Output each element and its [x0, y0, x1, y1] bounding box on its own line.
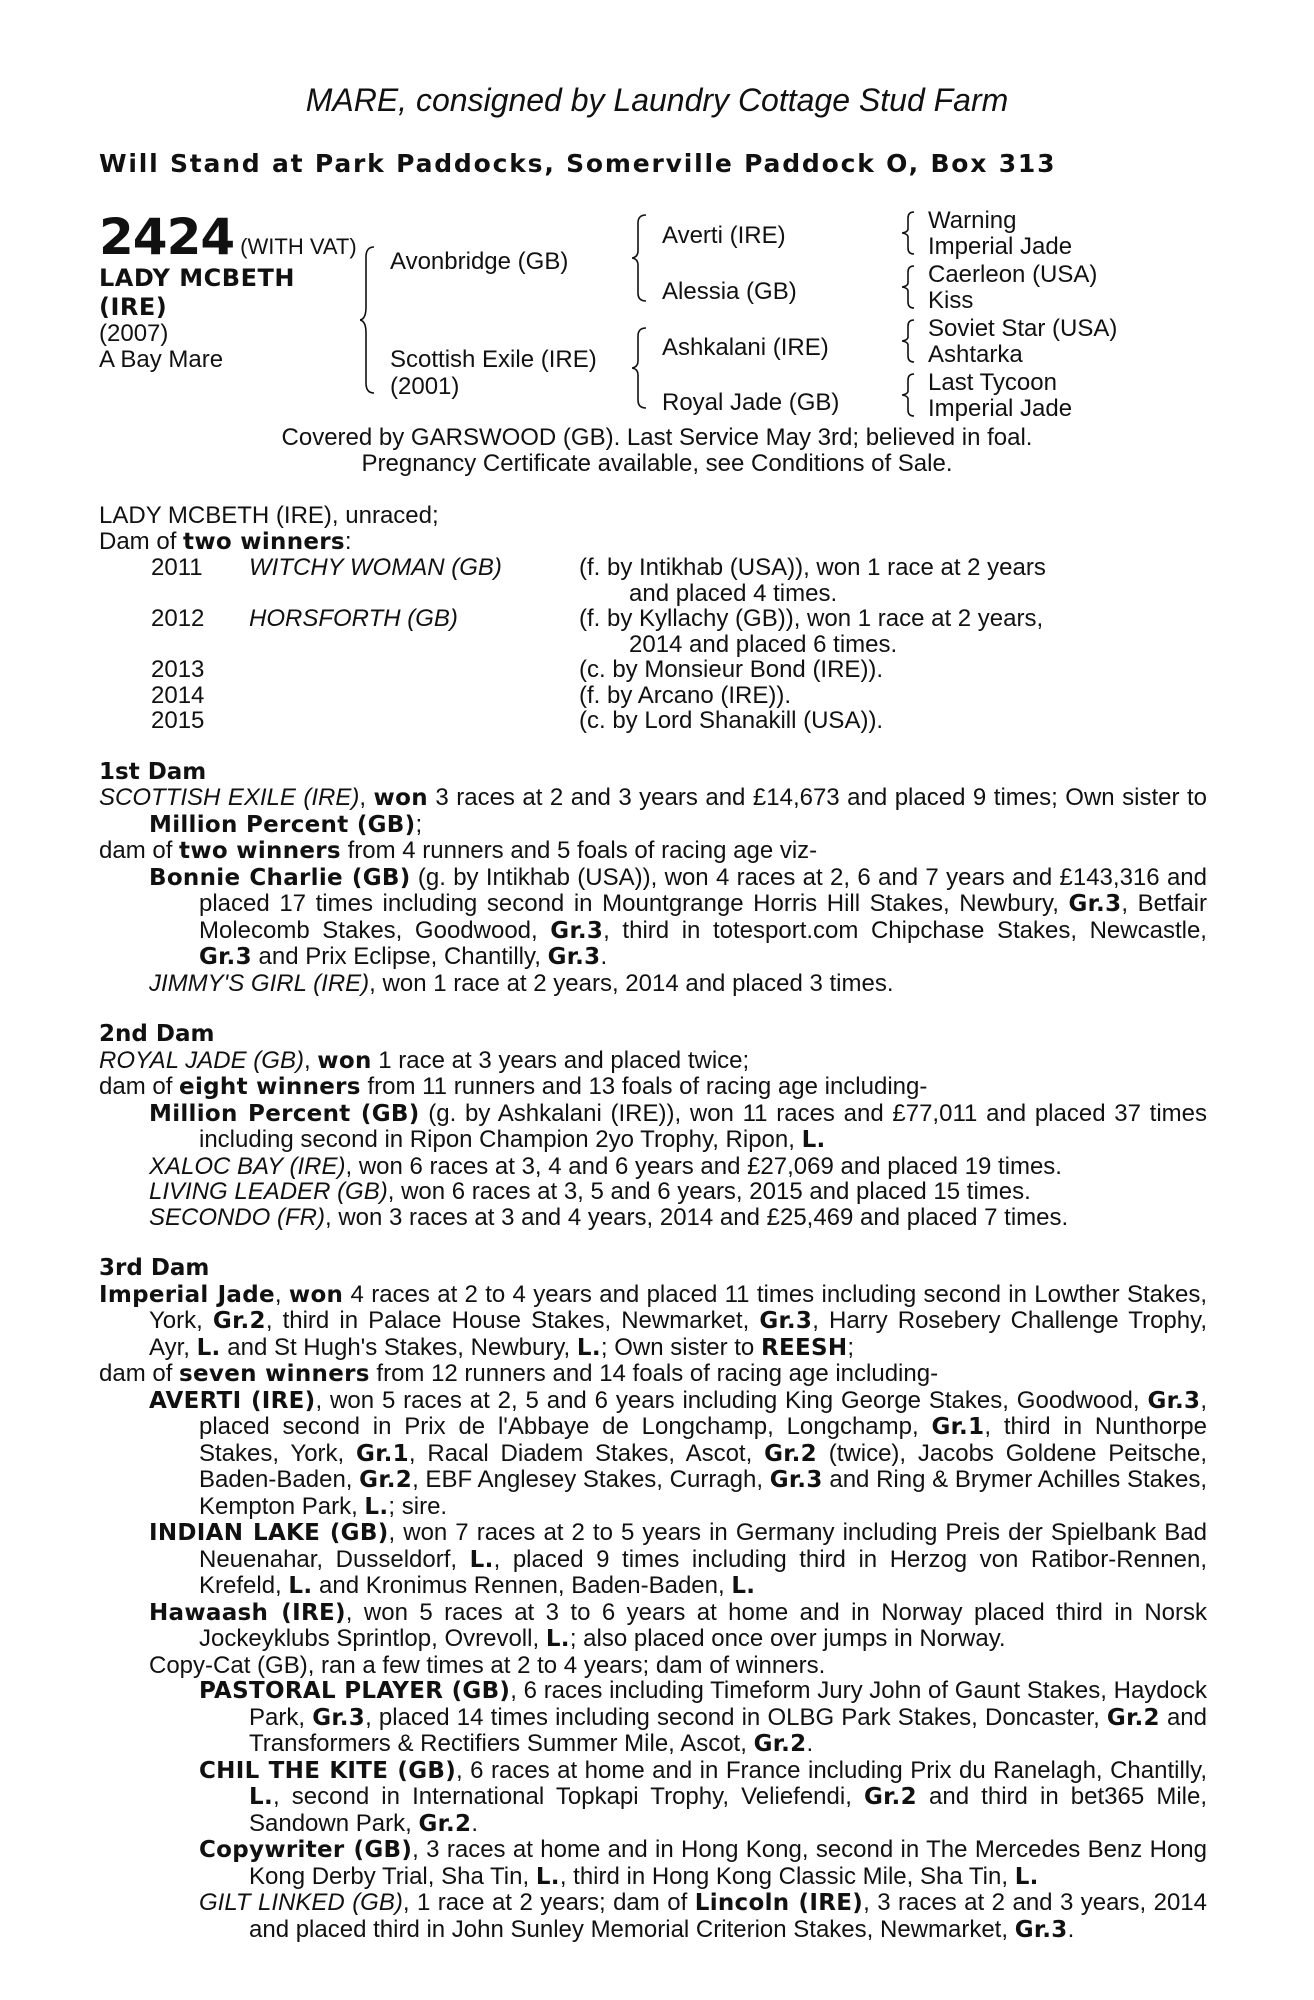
entry-text: .: [1067, 1915, 1075, 1943]
produce-intro: LADY MCBETH (IRE), unraced;: [99, 502, 439, 529]
grade-label: L.: [576, 1334, 601, 1361]
dam-of-line: [99, 529, 1207, 556]
entry-text: , won 3 races at 3 and 4 years, 2014 and £25,469 and placed 7 times.: [325, 1203, 1069, 1231]
produce-name: HORSFORTH (GB): [249, 605, 458, 632]
entry-text: , won 6 races at 3, 5 and 6 years, 2015 and placed 15 times.: [387, 1178, 1031, 1205]
pedigree-ss-sire: Warning: [928, 207, 1017, 234]
entry-name: XALOC BAY (IRE): [149, 1152, 346, 1180]
second-dam-heading: 2nd Dam: [99, 1021, 215, 1047]
entry-name: Bonnie Charlie (GB): [149, 864, 411, 891]
grade-label: L.: [469, 1546, 494, 1573]
third-dam-heading: 3rd Dam: [99, 1255, 210, 1281]
produce-desc: (f. by Arcano (IRE)).: [579, 681, 792, 709]
record-text: , third in Palace House Stakes, Newmarket,: [265, 1307, 760, 1334]
dam-of-text: from 4 runners and 5 foals of racing age viz-: [340, 837, 818, 864]
record-text: 1 race at 3 years and placed twice;: [371, 1046, 750, 1074]
won-label: won: [373, 785, 428, 811]
horse-name-line2: (IRE): [99, 293, 168, 321]
third-dam-subentry: [99, 1837, 1207, 1890]
sister-name: Million Percent (GB): [149, 811, 416, 838]
grade-label: Gr.3: [1147, 1387, 1201, 1414]
entry-text: , second in International Topkapi Trophy, Veliefendi,: [273, 1783, 864, 1810]
entry-text: , placed 14 times including second in OLBG Park Stakes, Doncaster,: [365, 1703, 1107, 1731]
entry-text: .: [471, 1809, 478, 1837]
entry-text: (g. by Intikhab (USA)), won 4 races at 2, 6 and 7 years and £143,316 and placed 17 times including second in Mountgrange Horris Hill Stakes, Newbury,: [199, 863, 1207, 917]
horse-foaling-year: (2007): [99, 320, 169, 347]
produce-row: [99, 708, 1207, 734]
entry-name: LIVING LEADER (GB): [149, 1178, 388, 1205]
entry-text: , won 7 races at 2 to 5 years in Germany including Preis der Spielbank Bad Neuenahar, Dusseldorf,: [199, 1519, 1207, 1573]
first-dam-entry: [99, 971, 1207, 997]
second-dam-record: ROYAL JADE (GB), won 1 race at 3 years and placed twice;: [99, 1046, 750, 1074]
entry-name: GILT LINKED (GB): [199, 1889, 403, 1916]
produce-desc: (c. by Lord Shanakill (USA)).: [579, 707, 884, 734]
first-dam-produce-intro: [99, 838, 1207, 865]
entry-text: , third in Hong Kong Classic Mile, Sha Tin,: [559, 1862, 1015, 1890]
produce-row: [99, 683, 1207, 709]
grade-label: Gr.2: [753, 1731, 807, 1757]
record-text: 4 races at 2 to 4 years and placed 11 times including second in Lowther Stakes, York,: [149, 1280, 1207, 1334]
entry-text: , 6 races at home and in France including Prix du Ranelagh, Chantilly,: [456, 1756, 1207, 1784]
pedigree-dd-sire: Last Tycoon: [928, 369, 1057, 396]
entry-text: (g. by Ashkalani (IRE)), won 11 races and £77,011 and placed 37 times including second in Ripon Champion 2yo Trophy, Ripon,: [199, 1099, 1208, 1153]
entry-name: Copywriter (GB): [199, 1837, 413, 1863]
produce-year: 2013: [151, 656, 205, 683]
third-dam-entry: Copy-Cat (GB), ran a few times at 2 to 4 years; dam of winners.: [149, 1651, 826, 1679]
grade-label: Gr.3: [550, 917, 604, 944]
pedigree-brace-dd: [902, 372, 918, 418]
grade-label: L.: [196, 1334, 221, 1361]
pedigree-ds-sire: Soviet Star (USA): [928, 315, 1118, 342]
second-dam-entry: [99, 1205, 1207, 1231]
entry-text: , placed 9 times including third in Herzog von Ratibor-Rennen, Krefeld,: [199, 1545, 1207, 1599]
produce-name: WITCHY WOMAN (GB): [249, 554, 502, 581]
produce-desc: (c. by Monsieur Bond (IRE)).: [579, 656, 884, 683]
produce-desc-cont: and placed 4 times.: [629, 579, 838, 607]
produce-desc-cont: 2014 and placed 6 times.: [629, 630, 898, 658]
entry-text: .: [806, 1730, 814, 1757]
entry-text: and Transformers & Rectifiers Summer Mile, Ascot,: [249, 1703, 1208, 1757]
pedigree-brace-sire: [632, 213, 652, 303]
lot-number: 2424: [99, 208, 235, 266]
produce-row: [99, 555, 1207, 581]
lot-number-line: [99, 208, 357, 266]
dam-of-prefix: Dam of: [99, 527, 184, 555]
entry-name: Million Percent (GB): [149, 1100, 420, 1127]
entry-text: (twice), Jacobs Goldene Peitsche, Baden-Baden,: [199, 1439, 1207, 1493]
grade-label: Gr.3: [1068, 891, 1122, 917]
entry-text: , won 6 races at 3, 4 and 6 years and £27,069 and placed 19 times.: [345, 1152, 1062, 1180]
entry-text: , 3 races at home and in Hong Kong, second in The Mercedes Benz Hong Kong Derby Trial, Sha Tin,: [249, 1836, 1207, 1890]
produce-row-cont: [99, 632, 1207, 658]
grade-label: Gr.2: [359, 1467, 413, 1493]
dam-of-text: dam of: [99, 837, 180, 864]
produce-year: 2014: [151, 681, 205, 709]
entry-text: .: [600, 943, 608, 970]
entry-text: , Betfair Molecomb Stakes, Goodwood,: [199, 890, 1207, 944]
entry-text: , third in Nunthorpe Stakes, York,: [199, 1413, 1207, 1467]
consignor-title: MARE, consigned by Laundry Cottage Stud Farm: [305, 82, 1009, 118]
won-label: won: [317, 1047, 372, 1074]
record-text: 3 races at 2 and 3 years and £14,673 and placed 9 times; Own sister to: [427, 784, 1207, 811]
pedigree-brace-ss: [902, 210, 918, 256]
grade-label: Gr.2: [418, 1810, 472, 1837]
second-dam-entry: [99, 1179, 1207, 1205]
pedigree-brace-ds: [902, 318, 918, 364]
dam-of-suffix: :: [344, 527, 352, 555]
entry-text: , placed second in Prix de l'Abbaye de Longchamp, Longchamp,: [199, 1386, 1207, 1440]
first-dam-heading: 1st Dam: [99, 758, 207, 785]
grade-label: Gr.3: [769, 1467, 823, 1493]
third-dam-subentry: [99, 1678, 1207, 1758]
covered-line: Covered by GARSWOOD (GB). Last Service May 3rd; believed in foal.: [281, 424, 1033, 451]
pedigree-dam-dam: Royal Jade (GB): [662, 389, 840, 416]
entry-text: , 6 races including Timeform Jury John of Gaunt Stakes, Haydock Park,: [249, 1677, 1207, 1731]
grade-label: L.: [801, 1127, 826, 1153]
pedigree-brace-dam: [632, 326, 652, 410]
grade-label: L.: [731, 1573, 756, 1599]
third-dam-record: Imperial Jade, won 4 races at 2 to 4 years and placed 11 times including second in Lowther Stakes, York, Gr.2, third in Palace House Stakes, Newmarket, Gr.3, Harry Rosebery Challenge Trophy, Ayr, L. and St Hugh's Stakes, Newbury, L.; Own sister to REESH;: [99, 1280, 1208, 1361]
pedigree-sire-sire: Averti (IRE): [662, 222, 786, 249]
grade-label: Gr.1: [356, 1440, 409, 1467]
entry-name: Lincoln (IRE): [694, 1890, 864, 1916]
entry-text: , won 1 race at 2 years, 2014 and placed 3 times.: [369, 969, 894, 997]
grade-label: Gr.2: [1106, 1704, 1160, 1731]
horse-name-line1: LADY MCBETH: [99, 264, 295, 292]
entry-text: ; also placed once over jumps in Norway.: [569, 1625, 1006, 1652]
produce-row-cont: [99, 581, 1207, 607]
winners-count: seven winners: [179, 1361, 370, 1387]
entry-text: , won 5 races at 3 to 6 years at home and in Norway placed third in Norsk Jockeyklubs Sprintlop, Ovrevoll,: [199, 1598, 1207, 1652]
grade-label: Gr.3: [199, 944, 252, 970]
pedigree-dd-dam: Imperial Jade: [928, 395, 1073, 422]
catalogue-body: [99, 503, 1207, 1943]
horse-description: A Bay Mare: [99, 346, 224, 373]
entry-name: CHIL THE KITE (GB): [199, 1757, 457, 1784]
entry-text: and Prix Eclipse, Chantilly,: [251, 943, 548, 970]
entry-text: , won 5 races at 2, 5 and 6 years including King George Stakes, Goodwood,: [315, 1386, 1148, 1414]
pedigree-dam-year: (2001): [390, 373, 460, 400]
grade-label: Gr.2: [764, 1440, 817, 1467]
dam-of-text: from 12 runners and 14 foals of racing age including-: [369, 1360, 939, 1387]
dam-of-text: dam of: [99, 1073, 180, 1100]
entry-name: JIMMY'S GIRL (IRE): [149, 969, 370, 997]
grade-label: L.: [249, 1784, 273, 1810]
entry-text: and third in bet365 Mile, Sandown Park,: [249, 1783, 1207, 1837]
third-dam-subentry: [99, 1890, 1207, 1943]
produce-row: [99, 606, 1207, 632]
pedigree-sire: Avonbridge (GB): [390, 248, 569, 275]
pedigree-sd-sire: Caerleon (USA): [928, 261, 1098, 288]
third-dam-entry: [99, 1520, 1207, 1600]
third-dam-produce-intro: [99, 1361, 1207, 1388]
winners-count: two winners: [179, 838, 341, 864]
second-dam-name: ROYAL JADE (GB): [99, 1046, 304, 1074]
produce-desc: (f. by Intikhab (USA)), won 1 race at 2 years: [579, 554, 1046, 581]
entry-text: , third in totesport.com Chipchase Stakes, Newcastle,: [603, 916, 1207, 944]
produce-year: 2015: [151, 707, 205, 734]
entry-name: SECONDO (FR): [149, 1203, 325, 1231]
third-dam-entry: [99, 1600, 1207, 1653]
grade-label: Gr.3: [1014, 1916, 1068, 1943]
pedigree-dam-sire: Ashkalani (IRE): [662, 334, 829, 361]
entry-text: and Kronimus Rennen, Baden-Baden,: [312, 1572, 732, 1599]
grade-label: Gr.3: [759, 1308, 813, 1334]
grade-label: L.: [1014, 1863, 1039, 1890]
pedigree-sd-dam: Kiss: [928, 287, 974, 314]
pedigree-brace-gen1: [360, 245, 380, 395]
record-text: ;: [847, 1333, 855, 1361]
first-dam-name: SCOTTISH EXILE (IRE): [99, 784, 360, 811]
pedigree-sire-dam: Alessia (GB): [662, 278, 797, 305]
grade-label: Gr.3: [547, 944, 601, 970]
produce-year: 2011: [151, 554, 203, 581]
grade-label: L.: [364, 1493, 389, 1520]
first-dam-record: SCOTTISH EXILE (IRE), won 3 races at 2 and 3 years and £14,673 and placed 9 times; Own sister to Million Percent (GB);: [99, 784, 1207, 838]
grade-label: Gr.1: [931, 1414, 985, 1440]
entry-text: , EBF Anglesey Stakes, Curragh,: [412, 1466, 770, 1493]
horse-name: [99, 264, 339, 322]
record-text: ;: [415, 810, 423, 838]
entry-name: INDIAN LAKE (GB): [149, 1520, 389, 1546]
record-text: ; Own sister to: [600, 1333, 761, 1361]
third-dam-subentry: [99, 1758, 1207, 1838]
third-dam-entry: [99, 1388, 1207, 1521]
entry-name: PASTORAL PLAYER (GB): [199, 1678, 511, 1704]
third-dam-name: Imperial Jade: [99, 1281, 275, 1308]
pedigree-ds-dam: Ashtarka: [928, 341, 1023, 368]
dam-of-text: dam of: [99, 1360, 180, 1387]
grade-label: L.: [288, 1573, 313, 1599]
second-dam-produce-intro: [99, 1074, 1207, 1101]
entry-text: , 3 races at 2 and 3 years, 2014 and placed third in John Sunley Memorial Criterion Stakes, Newmarket,: [249, 1889, 1208, 1943]
pedigree-brace-sd: [902, 264, 918, 310]
produce-row: [99, 657, 1207, 683]
pedigree-ss-dam: Imperial Jade: [928, 233, 1073, 260]
entry-text: , 1 race at 2 years; dam of: [402, 1889, 695, 1916]
vat-note: (WITH VAT): [240, 234, 357, 259]
first-dam-entry: [99, 865, 1207, 971]
pedigree-dam: Scottish Exile (IRE): [390, 346, 597, 373]
entry-text: and Ring & Brymer Achilles Stakes, Kempton Park,: [199, 1466, 1208, 1520]
produce-year: 2012: [151, 605, 205, 632]
grade-label: Gr.3: [312, 1704, 366, 1731]
entry-name: Hawaash (IRE): [149, 1599, 346, 1626]
stabling-location: Will Stand at Park Paddocks, Somerville Paddock O, Box 313: [99, 149, 1057, 178]
second-dam-entry: [99, 1154, 1207, 1180]
produce-desc: (f. by Kyllachy (GB)), won 1 race at 2 years,: [579, 605, 1044, 632]
record-text: , Harry Rosebery Challenge Trophy, Ayr,: [149, 1307, 1208, 1361]
record-text: and St Hugh's Stakes, Newbury,: [220, 1333, 577, 1361]
grade-label: L.: [535, 1863, 560, 1890]
grade-label: L.: [545, 1626, 570, 1652]
winners-count: eight winners: [179, 1074, 361, 1100]
sister-name: REESH: [760, 1334, 848, 1361]
grade-label: Gr.2: [212, 1308, 266, 1334]
pregnancy-note: Pregnancy Certificate available, see Conditions of Sale.: [361, 450, 953, 477]
grade-label: Gr.2: [864, 1784, 917, 1810]
dam-of-winners: two winners: [183, 528, 345, 555]
second-dam-entry: [99, 1101, 1207, 1154]
won-label: won: [288, 1281, 344, 1308]
entry-text: , Racal Diadem Stakes, Ascot,: [408, 1439, 765, 1467]
dam-of-text: from 11 runners and 13 foals of racing age including-: [360, 1073, 928, 1100]
entry-name: AVERTI (IRE): [149, 1387, 316, 1414]
entry-text: ; sire.: [388, 1492, 448, 1520]
